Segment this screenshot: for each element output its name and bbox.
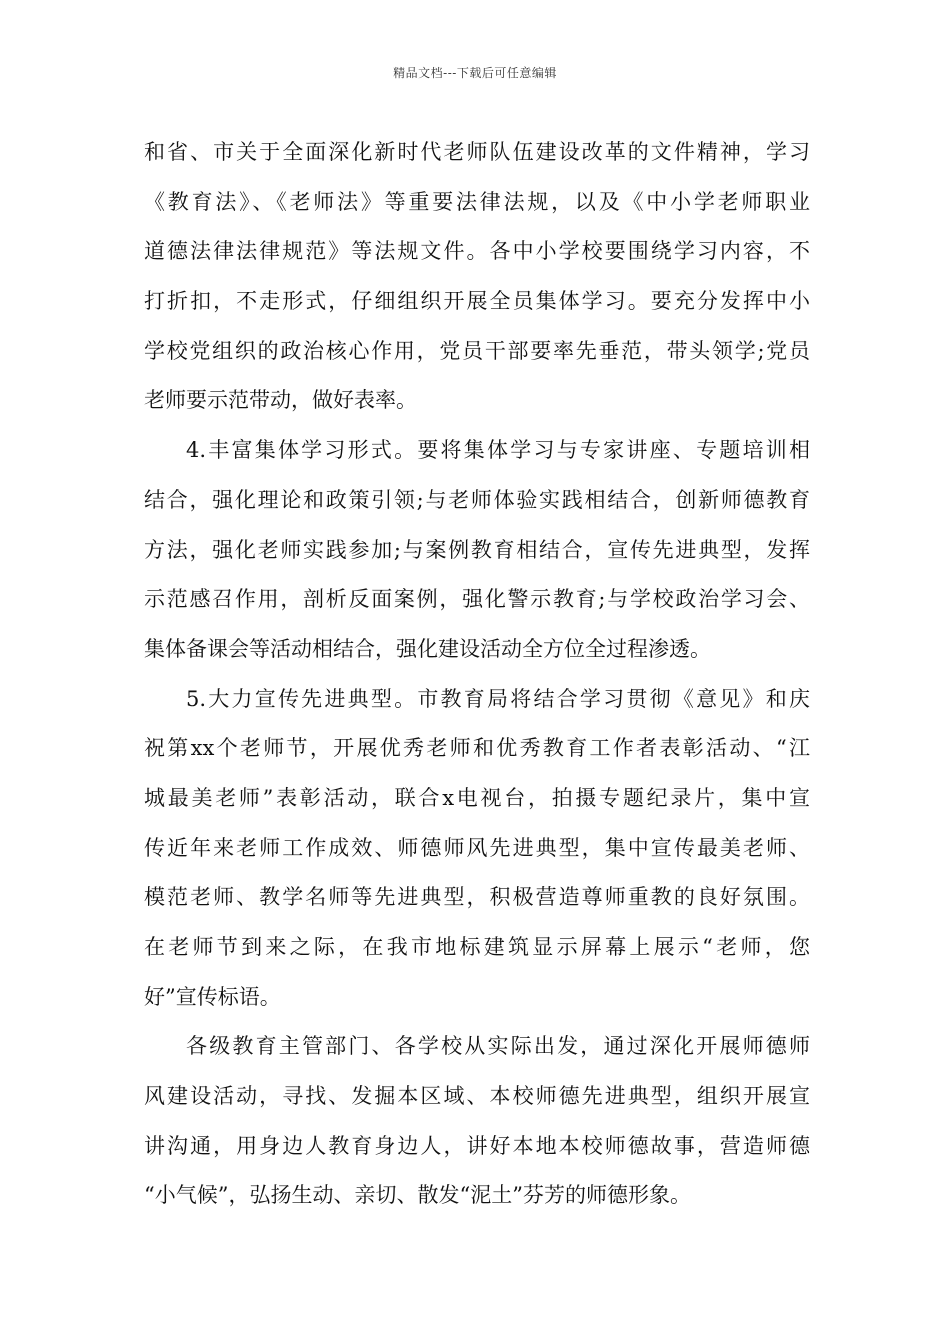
text-line: 道德法律法律规范》等法规文件。各中小学校要围绕学习内容，不: [144, 239, 810, 264]
paragraph: [144, 128, 810, 426]
text-line: 5.大力宣传先进典型。市教育局将结合学习贯彻《意见》和庆: [186, 686, 810, 711]
paragraph: [144, 426, 810, 674]
text-line: 风建设活动，寻找、发掘本区域、本校师德先进典型，组织开展宣: [144, 1084, 810, 1109]
text-line: 集体备课会等活动相结合，强化建设活动全方位全过程渗透。: [144, 636, 711, 661]
text-line: 示范感召作用，剖析反面案例，强化警示教育;与学校政治学习会、: [144, 587, 810, 612]
text-line: 祝第xx个老师节，开展优秀老师和优秀教育工作者表彰活动、“江: [144, 736, 810, 761]
text-line: 各级教育主管部门、各学校从实际出发，通过深化开展师德师: [186, 1034, 810, 1059]
text-line: 结合，强化理论和政策引领;与老师体验实践相结合，创新师德教育: [144, 487, 810, 512]
paragraph: [144, 675, 810, 1023]
text-line: 讲沟通，用身边人教育身边人，讲好本地本校师德故事，营造师德: [144, 1133, 810, 1158]
document-body: [144, 128, 810, 1221]
page-header: 精品文档---下载后可任意编辑: [393, 66, 557, 80]
text-line: 方法，强化老师实践参加;与案例教育相结合，宣传先进典型，发挥: [144, 537, 810, 562]
paragraph: [144, 1022, 810, 1221]
text-line: 和省、市关于全面深化新时代老师队伍建设改革的文件精神，学习: [144, 140, 810, 164]
text-line: 城最美老师”表彰活动，联合x电视台，拍摄专题纪录片，集中宣: [144, 785, 810, 810]
text-line: “小气候”，弘扬生动、亲切、散发“泥土”芬芳的师德形象。: [144, 1183, 691, 1208]
text-line: 老师要示范带动，做好表率。: [144, 388, 417, 413]
text-line: 4.丰富集体学习形式。要将集体学习与专家讲座、专题培训相: [186, 438, 810, 463]
text-line: 传近年来老师工作成效、师德师风先进典型，集中宣传最美老师、: [144, 835, 810, 860]
text-line: 好”宣传标语。: [144, 984, 281, 1009]
text-line: 在老师节到来之际，在我市地标建筑显示屏幕上展示“老师，您: [144, 935, 810, 959]
text-line: 模范老师、教学名师等先进典型，积极营造尊师重教的良好氛围。: [144, 885, 810, 910]
text-line: 学校党组织的政治核心作用，党员干部要率先垂范，带头领学;党员: [144, 338, 810, 363]
text-line: 打折扣，不走形式，仔细组织开展全员集体学习。要充分发挥中小: [144, 289, 810, 314]
text-line: 《教育法》、《老师法》等重要法律法规，以及《中小学老师职业: [144, 189, 810, 214]
